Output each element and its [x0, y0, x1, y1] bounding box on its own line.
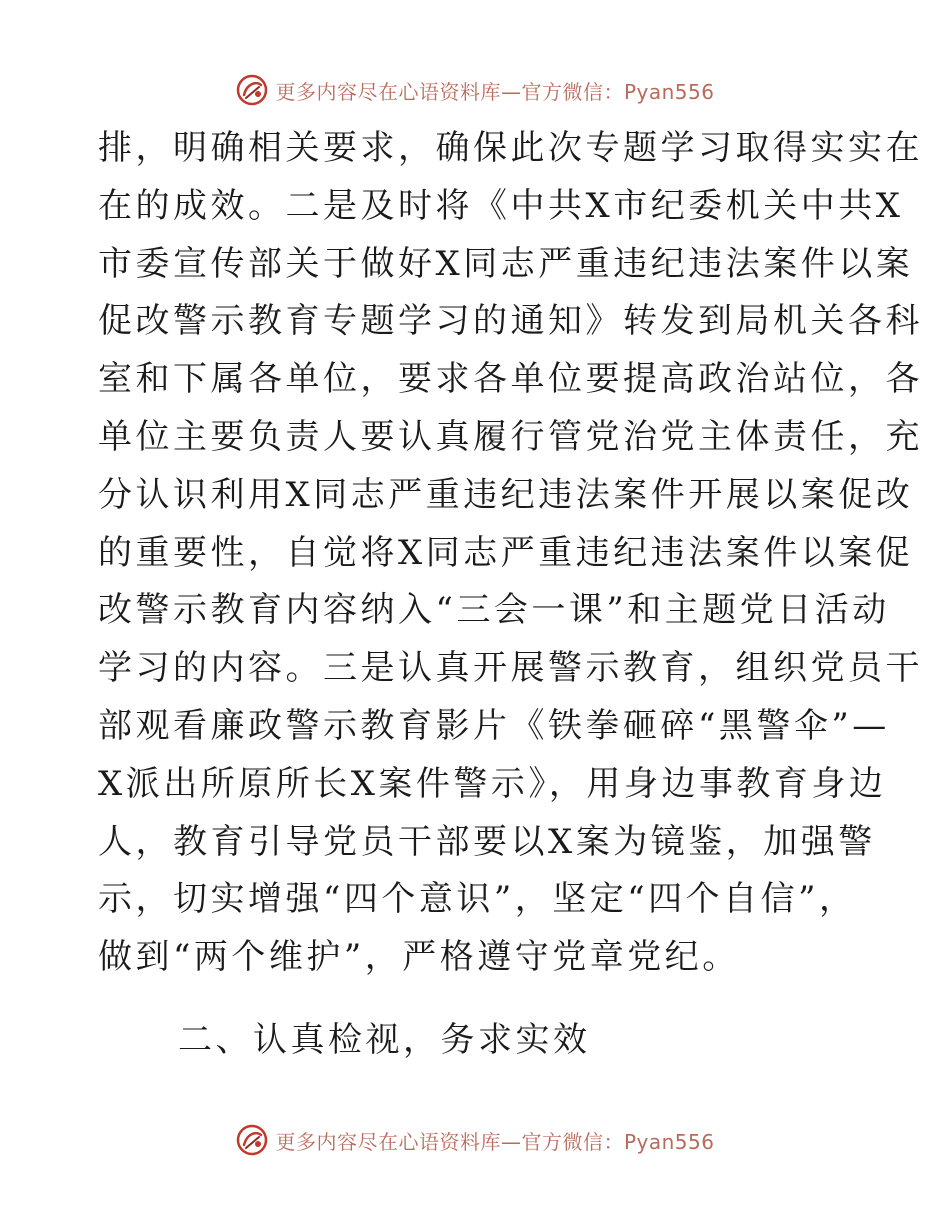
- text-line: 人，教育引导党员干部要以X案为镜鉴，加强警: [98, 821, 876, 862]
- text-line: 分认识利用X同志严重违纪违法案件开展以案促改: [98, 474, 914, 515]
- text-line: 促改警示教育专题学习的通知》转发到局机关各科: [98, 301, 923, 342]
- watermark-text: 更多内容尽在心语资料库—官方微信：Pyan556: [275, 1129, 715, 1154]
- watermark-text: 更多内容尽在心语资料库—官方微信：Pyan556: [275, 79, 715, 104]
- body-paragraph: [98, 120, 923, 987]
- red-seal-logo-icon: [235, 1123, 269, 1157]
- text-line: 在的成效。二是及时将《中共X市纪委机关中共X: [98, 185, 904, 226]
- text-line: 单位主要负责人要认真履行管党治党主体责任，充: [98, 416, 923, 457]
- text-line: 部观看廉政警示教育影片《铁拳砸碎“黑警伞”—: [98, 705, 890, 746]
- text-line: 示，切实增强“四个意识”，坚定“四个自信”，: [98, 879, 857, 920]
- header-watermark: [0, 70, 950, 110]
- text-line: 学习的内容。三是认真开展警示教育，组织党员干: [98, 648, 923, 689]
- section-heading: 二、认真检视，务求实效: [178, 1020, 591, 1060]
- text-line: 排，明确相关要求，确保此次专题学习取得实实在: [98, 128, 923, 168]
- red-seal-logo-icon: [235, 73, 269, 107]
- text-line: 的重要性，自觉将X同志严重违纪违法案件以案促: [98, 532, 914, 573]
- text-line: 做到“两个维护”，严格遵守党章党纪。: [98, 937, 740, 978]
- footer-watermark: [0, 1120, 950, 1160]
- text-line: 改警示教育内容纳入“三会一课”和主题党日活动: [98, 590, 890, 631]
- text-line: 市委宣传部关于做好X同志严重违纪违法案件以案: [98, 243, 914, 284]
- text-line: 室和下属各单位，要求各单位要提高政治站位，各: [98, 359, 923, 400]
- text-line: X派出所原所长X案件警示》，用身边事教育身边: [98, 763, 887, 804]
